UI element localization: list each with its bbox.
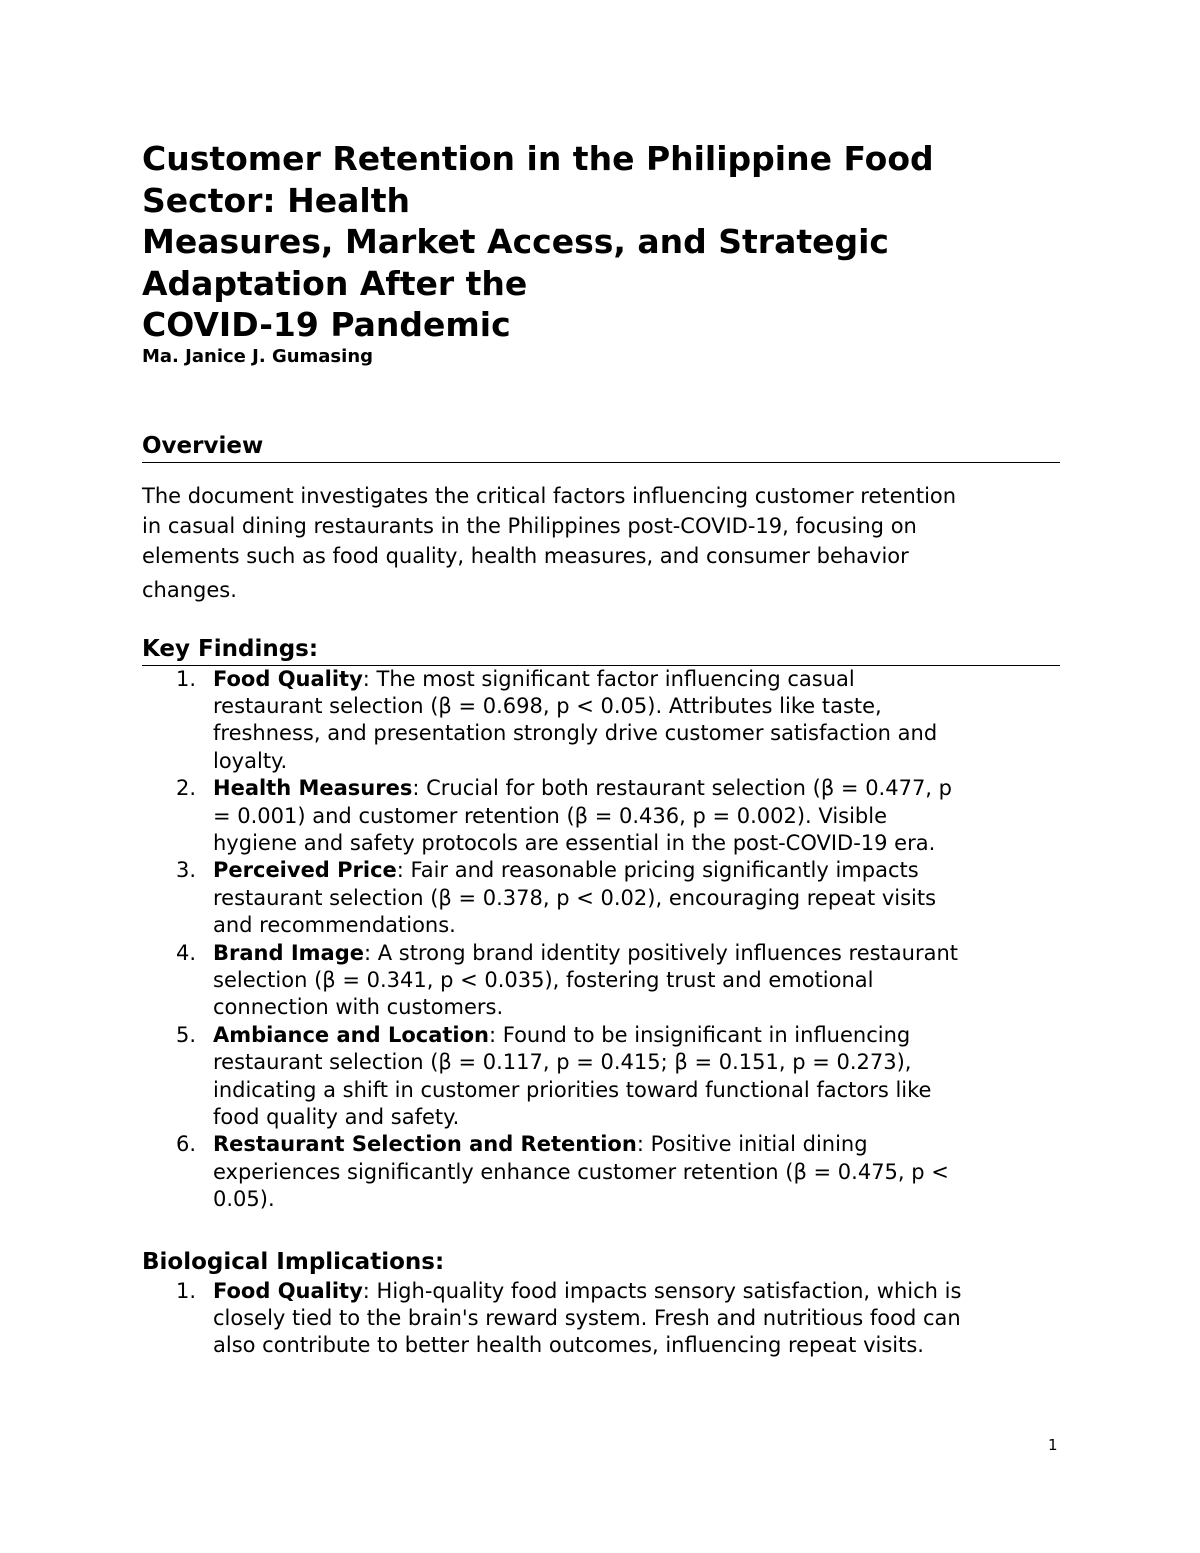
list-item-number: 1.: [176, 1278, 197, 1303]
key-findings-heading-rule: [142, 635, 1060, 666]
paragraph-line: in casual dining restaurants in the Philippines post-COVID-19, focusing on: [142, 513, 917, 538]
list-item-number: 1.: [176, 666, 197, 691]
list-item-text: also contribute to better health outcomes, influencing repeat visits.: [213, 1333, 924, 1358]
title-line: Customer Retention in the Philippine Food: [142, 139, 934, 178]
list-item-text: closely tied to the brain's reward system. Fresh and nutritious food can: [213, 1306, 961, 1331]
overview-heading: Overview: [142, 432, 264, 459]
list-item-text: = 0.001) and customer retention (β = 0.436, p = 0.002). Visible: [213, 803, 888, 828]
list-item-text: : High-quality food impacts sensory satisfaction, which is: [362, 1278, 962, 1303]
list-item-text: hygiene and safety protocols are essential in the post-COVID-19 era.: [213, 830, 936, 855]
list-item-number: 6.: [176, 1132, 197, 1157]
list-item-text: : The most significant factor influencing casual: [362, 666, 855, 691]
paragraph-line: elements such as food quality, health measures, and consumer behavior: [142, 543, 909, 568]
paragraph-line: The document investigates the critical factors influencing customer retention: [142, 483, 957, 508]
list-item-text: freshness, and presentation strongly drive customer satisfaction and: [213, 721, 938, 746]
author-name: Ma. Janice J. Gumasing: [142, 345, 374, 367]
list-item: [142, 857, 1060, 939]
list-item-text: : Positive initial dining: [636, 1132, 868, 1157]
list-item-label: Brand Image: [213, 940, 364, 965]
list-item-text: : Found to be insignificant in influencing: [489, 1022, 911, 1047]
list-item-number: 5.: [176, 1022, 197, 1047]
list-item-text: indicating a shift in customer priorities toward functional factors like: [213, 1077, 932, 1102]
list-item-text: 0.05).: [213, 1187, 275, 1212]
list-item-number: 3.: [176, 858, 197, 883]
list-item: [142, 940, 1060, 1022]
list-item-text: connection with customers.: [213, 995, 504, 1020]
list-item-text: restaurant selection (β = 0.378, p < 0.02), encouraging repeat visits: [213, 885, 937, 910]
list-item-text: : Fair and reasonable pricing significantly impacts: [396, 858, 919, 883]
list-item-text: : A strong brand identity positively influences restaurant: [363, 940, 959, 965]
list-item: [142, 1278, 1060, 1360]
list-item: [142, 1022, 1060, 1132]
overview-heading-rule: [142, 432, 1060, 463]
list-item-text: selection (β = 0.341, p < 0.035), fostering trust and emotional: [213, 967, 874, 992]
list-item-text: experiences significantly enhance customer retention (β = 0.475, p <: [213, 1159, 949, 1184]
list-item: [142, 1131, 1060, 1213]
list-item-number: 2.: [176, 776, 197, 801]
page-number: 1: [1048, 1436, 1058, 1454]
list-item-label: Ambiance and Location: [213, 1022, 489, 1047]
biological-implications-list: [142, 1278, 1060, 1360]
list-item-text: : Crucial for both restaurant selection (β = 0.477, p: [412, 776, 952, 801]
list-item-label: Perceived Price: [213, 858, 397, 883]
document-page: [142, 138, 1060, 1360]
list-item-text: restaurant selection (β = 0.117, p = 0.415; β = 0.151, p = 0.273),: [213, 1050, 912, 1075]
list-item-label: Food Quality: [213, 1278, 363, 1303]
title-line: Adaptation After the: [142, 263, 528, 303]
title-line: Measures, Market Access, and Strategic: [142, 222, 889, 261]
key-findings-heading: Key Findings:: [142, 635, 319, 662]
list-item-label: Restaurant Selection and Retention: [213, 1132, 637, 1157]
overview-paragraph: [142, 481, 1060, 605]
list-item-text: loyalty.: [213, 748, 288, 773]
paragraph-line: changes.: [142, 577, 237, 602]
title-line: Sector: Health: [142, 180, 410, 220]
title-line: COVID-19 Pandemic: [142, 305, 511, 344]
list-item-number: 4.: [176, 940, 197, 965]
list-item: [142, 775, 1060, 857]
key-findings-list: [142, 666, 1060, 1214]
list-item-label: Health Measures: [213, 776, 413, 801]
biological-implications-heading: Biological Implications:: [142, 1248, 445, 1275]
list-item-text: restaurant selection (β = 0.698, p < 0.05). Attributes like taste,: [213, 693, 882, 718]
list-item: [142, 666, 1060, 776]
list-item-text: food quality and safety.: [213, 1105, 460, 1129]
list-item-label: Food Quality: [213, 666, 363, 691]
document-title: [142, 138, 1060, 346]
list-item-text: and recommendations.: [213, 913, 456, 938]
